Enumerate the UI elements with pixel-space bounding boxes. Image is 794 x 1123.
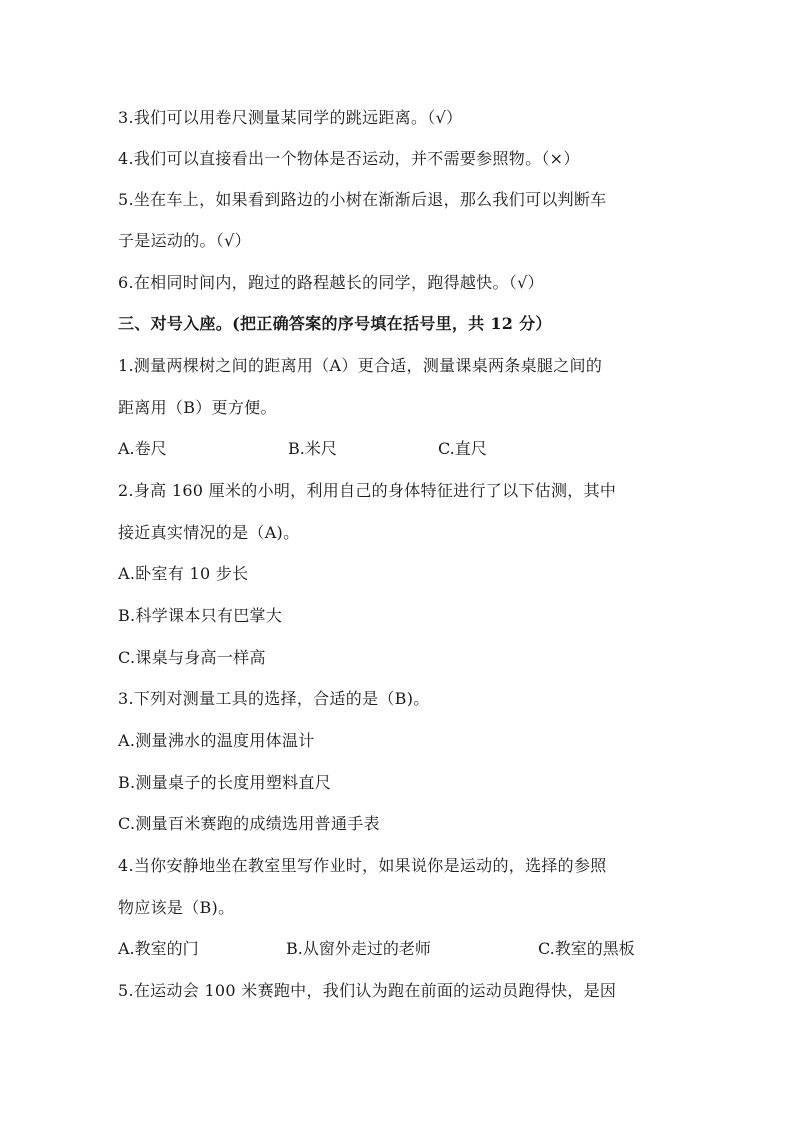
question-3: 3.下列对测量工具的选择，合适的是（B)。: [118, 689, 430, 708]
judge-item-4: 4.我们可以直接看出一个物体是否运动，并不需要参照物。（×）: [118, 149, 580, 168]
question-2-option-b: B.科学课本只有巴掌大: [118, 606, 283, 625]
question-2-line2: 接近真实情况的是（A)。: [118, 523, 300, 542]
option-b: B.从窗外走过的老师: [286, 939, 431, 958]
judge-item-5-line2: 子是运动的。（√）: [118, 231, 251, 250]
judge-item-6: 6.在相同时间内，跑过的路程越长的同学，跑得越快。（√）: [118, 273, 544, 292]
question-2-option-c: C.课桌与身高一样高: [118, 648, 266, 667]
question-4-line1: 4.当你安静地坐在教室里写作业时，如果说你是运动的，选择的参照: [118, 856, 607, 875]
option-c: C.直尺: [438, 439, 487, 458]
question-2-option-a: A.卧室有 10 步长: [118, 564, 249, 583]
section-heading-3: 三、对号入座。(把正确答案的序号填在括号里，共 12 分）: [118, 314, 552, 333]
option-a: A.卷尺: [118, 439, 167, 458]
question-2-line1: 2.身高 160 厘米的小明，利用自己的身体特征进行了以下估测，其中: [118, 481, 617, 500]
question-3-option-b: B.测量桌子的长度用塑料直尺: [118, 773, 332, 792]
question-1-line1: 1.测量两棵树之间的距离用（A）更合适，测量课桌两条桌腿之间的: [118, 356, 603, 375]
option-a: A.教室的门: [118, 939, 199, 958]
question-1-line2: 距离用（B）更方便。: [118, 398, 277, 417]
question-3-option-a: A.测量沸水的温度用体温计: [118, 731, 315, 750]
judge-item-5-line1: 5.坐在车上，如果看到路边的小树在渐渐后退，那么我们可以判断车: [118, 190, 607, 209]
question-4-line2: 物应该是（B)。: [118, 898, 235, 917]
question-3-option-c: C.测量百米赛跑的成绩选用普通手表: [118, 814, 380, 833]
judge-item-3: 3.我们可以用卷尺测量某同学的跳远距离。（√）: [118, 108, 463, 127]
question-1-options: [118, 439, 718, 459]
option-b: B.米尺: [288, 439, 337, 458]
question-4-options: [118, 939, 718, 959]
option-c: C.教室的黑板: [538, 939, 635, 958]
question-5-line1: 5.在运动会 100 米赛跑中，我们认为跑在前面的运动员跑得快，是因: [118, 981, 617, 1000]
